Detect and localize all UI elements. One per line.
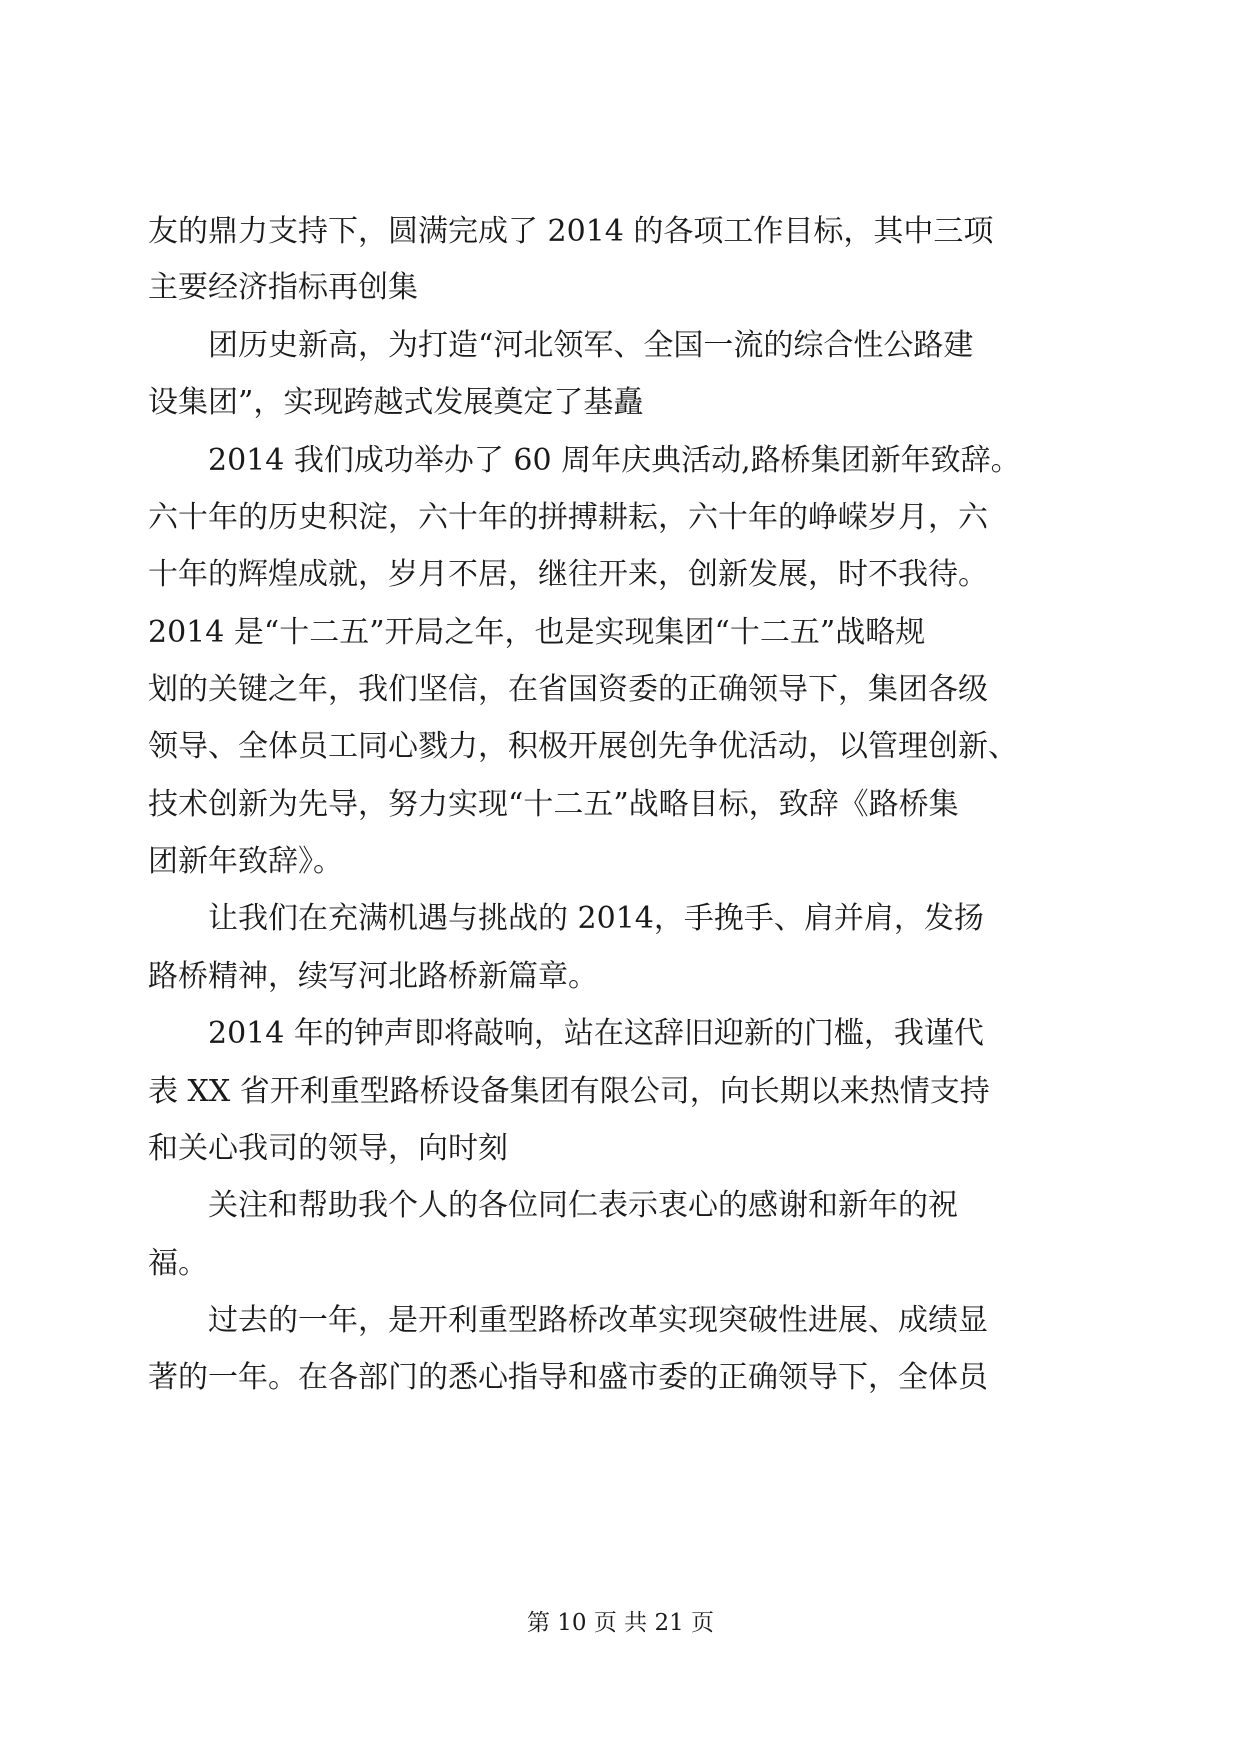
text-line-content: 路桥精神，续写河北路桥新篇章。 [148,959,598,994]
text-line-content: 划的关键之年，我们坚信，在省国资委的正确领导下，集团各级 [148,672,988,707]
page-number-footer: 第 10 页 共 21 页 [526,1610,715,1636]
text-line-content: 表 XX 省开利重型路桥设备集团有限公司，向长期以来热情支持 [148,1074,990,1109]
text-line-content: 设集团”，实现跨越式发展奠定了基矗 [148,385,644,420]
text-line-content: 福。 [148,1246,208,1281]
text-line-content: 主要经济指标再创集 [148,270,418,305]
text-line-content: 领导、全体员工同心戮力，积极开展创先争优活动，以管理创新、 [148,729,1018,764]
text-line-content: 2014 是“十二五”开局之年，也是实现集团“十二五”战略规 [148,615,926,650]
text-line-content: 过去的一年，是开利重型路桥改革实现突破性进展、成绩显 [208,1303,988,1338]
text-line-content: 2014 我们成功举办了 60 周年庆典活动,路桥集团新年致辞。 [208,443,1021,478]
text-line-content: 团新年致辞》。 [148,844,343,879]
text-line-content: 著的一年。在各部门的悉心指导和盛市委的正确领导下，全体员 [148,1360,988,1395]
text-line-content: 团历史新高，为打造“河北领军、全国一流的综合性公路建 [208,328,974,363]
text-line-content: 2014 年的钟声即将敲响，站在这辞旧迎新的门槛，我谨代 [208,1016,984,1051]
text-line-content: 技术创新为先导，努力实现“十二五”战略目标，致辞《路桥集 [148,787,959,822]
text-line-content: 和关心我司的领导，向时刻 [148,1131,508,1166]
text-line-content: 让我们在充满机遇与挑战的 2014，手挽手、肩并肩，发扬 [208,901,984,936]
text-line-content: 友的鼎力支持下，圆满完成了 2014 的各项工作目标，其中三项 [148,214,994,249]
text-line-content: 六十年的历史积淀，六十年的拼搏耕耘，六十年的峥嵘岁月，六 [148,500,988,535]
text-line-content: 十年的辉煌成就，岁月不居，继往开来，创新发展，时不我待。 [148,557,988,592]
text-line-content: 关注和帮助我个人的各位同仁表示衷心的感谢和新年的祝 [208,1188,958,1223]
